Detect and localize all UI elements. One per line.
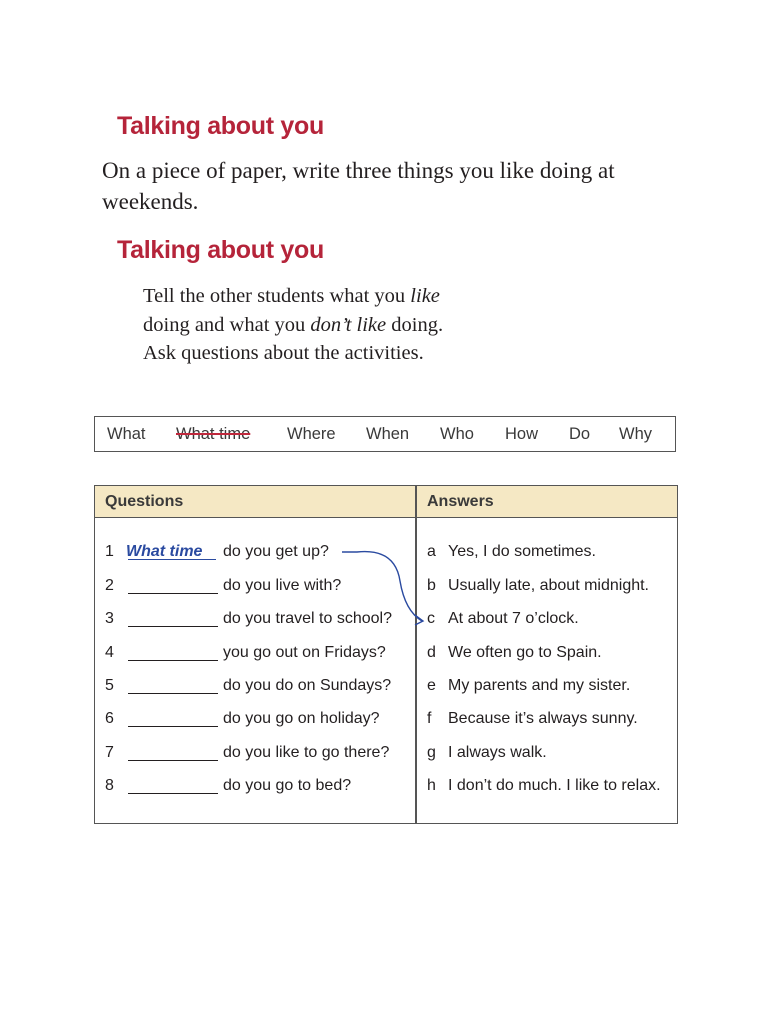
answer-text: Because it’s always sunny. — [448, 710, 638, 727]
instr-dont-like: don’t like — [310, 313, 387, 336]
matching-arrow-icon — [95, 486, 679, 825]
answer-letter: d — [427, 644, 436, 661]
word-who: Who — [440, 425, 474, 443]
question-text: do you get up? — [223, 543, 329, 560]
answer-letter: b — [427, 577, 436, 594]
answer-text: Usually late, about midnight. — [448, 577, 649, 594]
question-text: do you live with? — [223, 577, 342, 594]
instr-part-2: doing and what you — [143, 313, 311, 336]
instr-part-1: Tell the other students what you — [143, 285, 411, 307]
question-text: do you go to bed? — [223, 777, 352, 794]
word-where: Where — [287, 425, 336, 443]
question-number: 7 — [105, 744, 114, 761]
example-answer: What time — [126, 543, 203, 560]
word-what: What — [107, 425, 146, 443]
answer-letter: h — [427, 777, 436, 794]
speaking-instruction — [143, 282, 473, 368]
question-number: 8 — [105, 777, 114, 794]
answer-text: Yes, I do sometimes. — [448, 543, 596, 560]
questions-header: Questions — [105, 493, 184, 510]
word-what-time-struck: What time — [176, 425, 251, 443]
question-number: 4 — [105, 644, 114, 661]
writing-instruction: On a piece of paper, write three things you like doing at weekends. — [102, 158, 615, 214]
section-heading-1: Talking about you — [117, 112, 324, 140]
question-number: 1 — [105, 543, 114, 560]
answer-text: I always walk. — [448, 744, 547, 761]
answer-letter: e — [427, 677, 436, 694]
section-heading-2: Talking about you — [117, 236, 324, 264]
answer-letter: c — [427, 610, 435, 627]
word-when: When — [366, 425, 410, 443]
question-text: do you like to go there? — [223, 744, 390, 761]
answer-text: I don’t do much. I like to relax. — [448, 777, 661, 794]
answer-letter: g — [427, 744, 436, 761]
instr-like: like — [410, 285, 440, 307]
answer-letter: a — [427, 543, 436, 560]
answer-letter: f — [427, 710, 432, 727]
word-do: Do — [569, 425, 591, 443]
answer-text: My parents and my sister. — [448, 677, 631, 694]
question-number: 2 — [105, 577, 114, 594]
answer-text: We often go to Spain. — [448, 644, 602, 661]
answers-header: Answers — [427, 493, 494, 510]
questions-answers-table — [94, 485, 678, 824]
word-how: How — [505, 425, 539, 443]
question-number: 3 — [105, 610, 114, 627]
word-why: Why — [619, 425, 652, 443]
question-word-box — [94, 416, 676, 452]
question-text: do you do on Sundays? — [223, 677, 392, 694]
instr-part-3: doing. Ask questions about the activities. — [143, 313, 444, 364]
answer-text: At about 7 o’clock. — [448, 610, 579, 627]
question-number: 6 — [105, 710, 114, 727]
question-text: do you travel to school? — [223, 610, 392, 627]
question-text: you go out on Fridays? — [223, 644, 386, 661]
question-text: do you go on holiday? — [223, 710, 380, 727]
question-number: 5 — [105, 677, 114, 694]
